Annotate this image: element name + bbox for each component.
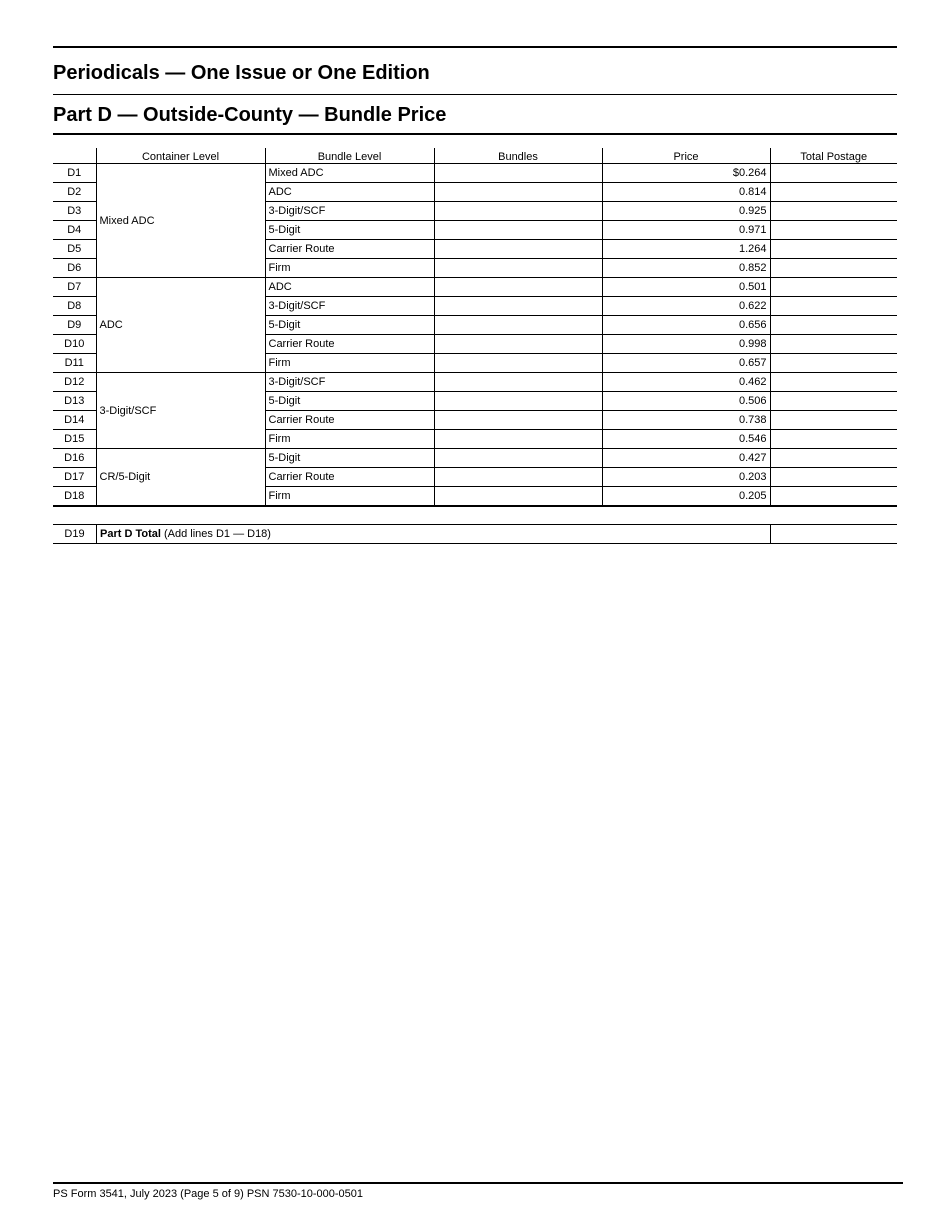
bundles-input-cell[interactable] bbox=[434, 392, 602, 411]
bundle-level-cell: Firm bbox=[265, 487, 434, 507]
price-cell: 0.427 bbox=[602, 449, 770, 468]
bundles-input-cell[interactable] bbox=[434, 430, 602, 449]
price-cell: 0.657 bbox=[602, 354, 770, 373]
bundle-level-cell: 5-Digit bbox=[265, 392, 434, 411]
table-body bbox=[53, 164, 897, 507]
price-cell: 0.998 bbox=[602, 335, 770, 354]
price-cell: 0.501 bbox=[602, 278, 770, 297]
bundle-level-cell: Firm bbox=[265, 259, 434, 278]
bundle-level-cell: ADC bbox=[265, 278, 434, 297]
table-row bbox=[53, 449, 897, 468]
bundle-level-cell: Carrier Route bbox=[265, 240, 434, 259]
line-number: D15 bbox=[53, 430, 96, 449]
part-total-label-bold: Part D Total bbox=[100, 528, 161, 540]
bundle-level-header: Bundle Level bbox=[265, 148, 434, 164]
bundles-input-cell[interactable] bbox=[434, 297, 602, 316]
container-level-cell: ADC bbox=[96, 278, 265, 373]
price-cell: 0.971 bbox=[602, 221, 770, 240]
form-footer: PS Form 3541, July 2023 (Page 5 of 9) PSN 7530-10-000-0501 bbox=[53, 1182, 903, 1200]
part-total-row bbox=[53, 525, 897, 544]
table-row bbox=[53, 278, 897, 297]
bundle-level-cell: Carrier Route bbox=[265, 468, 434, 487]
total-postage-input-cell[interactable] bbox=[770, 202, 897, 221]
bundle-level-cell: Firm bbox=[265, 354, 434, 373]
bundles-input-cell[interactable] bbox=[434, 259, 602, 278]
table-row bbox=[53, 373, 897, 392]
line-number: D17 bbox=[53, 468, 96, 487]
part-total-table bbox=[53, 524, 897, 544]
price-cell: 0.814 bbox=[602, 183, 770, 202]
bundles-input-cell[interactable] bbox=[434, 278, 602, 297]
bundle-level-cell: Carrier Route bbox=[265, 411, 434, 430]
price-cell: 0.925 bbox=[602, 202, 770, 221]
bundles-input-cell[interactable] bbox=[434, 335, 602, 354]
line-number: D9 bbox=[53, 316, 96, 335]
line-number: D8 bbox=[53, 297, 96, 316]
total-postage-input-cell[interactable] bbox=[770, 183, 897, 202]
bundle-level-cell: ADC bbox=[265, 183, 434, 202]
bundle-price-table bbox=[53, 148, 897, 507]
price-header: Price bbox=[602, 148, 770, 164]
table-row bbox=[53, 164, 897, 183]
container-level-cell: CR/5-Digit bbox=[96, 449, 265, 507]
total-postage-input-cell[interactable] bbox=[770, 316, 897, 335]
price-cell: 0.506 bbox=[602, 392, 770, 411]
line-number: D19 bbox=[53, 525, 97, 544]
bundle-level-cell: 3-Digit/SCF bbox=[265, 373, 434, 392]
total-postage-input-cell[interactable] bbox=[770, 240, 897, 259]
line-number: D3 bbox=[53, 202, 96, 221]
bundles-input-cell[interactable] bbox=[434, 487, 602, 507]
line-number: D13 bbox=[53, 392, 96, 411]
price-cell: 1.264 bbox=[602, 240, 770, 259]
container-level-cell: 3-Digit/SCF bbox=[96, 373, 265, 449]
line-number: D12 bbox=[53, 373, 96, 392]
price-cell: 0.203 bbox=[602, 468, 770, 487]
total-postage-input-cell[interactable] bbox=[770, 259, 897, 278]
bundles-input-cell[interactable] bbox=[434, 373, 602, 392]
total-postage-input-cell[interactable] bbox=[770, 468, 897, 487]
price-cell: $0.264 bbox=[602, 164, 770, 183]
bundles-header: Bundles bbox=[434, 148, 602, 164]
line-number: D2 bbox=[53, 183, 96, 202]
section-title: Periodicals — One Issue or One Edition bbox=[53, 62, 430, 84]
part-total-label bbox=[97, 525, 771, 544]
table-header-row bbox=[53, 148, 897, 164]
total-postage-input-cell[interactable] bbox=[770, 297, 897, 316]
part-total-amount-field[interactable] bbox=[771, 525, 898, 544]
bundles-input-cell[interactable] bbox=[434, 449, 602, 468]
line-number: D11 bbox=[53, 354, 96, 373]
total-postage-input-cell[interactable] bbox=[770, 411, 897, 430]
line-number: D18 bbox=[53, 487, 96, 507]
bundles-input-cell[interactable] bbox=[434, 183, 602, 202]
line-number-header bbox=[53, 148, 96, 164]
total-postage-header: Total Postage bbox=[770, 148, 897, 164]
line-number: D4 bbox=[53, 221, 96, 240]
price-cell: 0.462 bbox=[602, 373, 770, 392]
line-number: D16 bbox=[53, 449, 96, 468]
bundle-level-cell: 3-Digit/SCF bbox=[265, 297, 434, 316]
bundle-level-cell: Mixed ADC bbox=[265, 164, 434, 183]
container-level-cell: Mixed ADC bbox=[96, 164, 265, 278]
price-cell: 0.738 bbox=[602, 411, 770, 430]
total-postage-input-cell[interactable] bbox=[770, 335, 897, 354]
bundles-input-cell[interactable] bbox=[434, 240, 602, 259]
total-postage-input-cell[interactable] bbox=[770, 392, 897, 411]
line-number: D1 bbox=[53, 164, 96, 183]
price-cell: 0.205 bbox=[602, 487, 770, 507]
total-postage-input-cell[interactable] bbox=[770, 487, 897, 507]
price-cell: 0.546 bbox=[602, 430, 770, 449]
part-total-label-note: (Add lines D1 — D18) bbox=[160, 528, 271, 540]
price-cell: 0.852 bbox=[602, 259, 770, 278]
bundles-input-cell[interactable] bbox=[434, 221, 602, 240]
bundles-input-cell[interactable] bbox=[434, 164, 602, 183]
bundle-level-cell: Carrier Route bbox=[265, 335, 434, 354]
line-number: D6 bbox=[53, 259, 96, 278]
price-cell: 0.622 bbox=[602, 297, 770, 316]
total-postage-input-cell[interactable] bbox=[770, 278, 897, 297]
line-number: D14 bbox=[53, 411, 96, 430]
form-page bbox=[53, 46, 897, 544]
total-postage-input-cell[interactable] bbox=[770, 373, 897, 392]
total-postage-input-cell[interactable] bbox=[770, 354, 897, 373]
bundle-level-cell: Firm bbox=[265, 430, 434, 449]
total-postage-input-cell[interactable] bbox=[770, 221, 897, 240]
bundles-input-cell[interactable] bbox=[434, 202, 602, 221]
total-postage-input-cell[interactable] bbox=[770, 164, 897, 183]
part-title: Part D — Outside-County — Bundle Price bbox=[53, 104, 447, 126]
bundle-level-cell: 5-Digit bbox=[265, 316, 434, 335]
bundles-input-cell[interactable] bbox=[434, 354, 602, 373]
bundle-level-cell: 3-Digit/SCF bbox=[265, 202, 434, 221]
container-level-header: Container Level bbox=[96, 148, 265, 164]
bundles-input-cell[interactable] bbox=[434, 468, 602, 487]
line-number: D5 bbox=[53, 240, 96, 259]
total-postage-input-cell[interactable] bbox=[770, 430, 897, 449]
part-rule bbox=[53, 133, 897, 135]
line-number: D10 bbox=[53, 335, 96, 354]
bundle-level-cell: 5-Digit bbox=[265, 221, 434, 240]
bundles-input-cell[interactable] bbox=[434, 316, 602, 335]
bundles-input-cell[interactable] bbox=[434, 411, 602, 430]
total-postage-input-cell[interactable] bbox=[770, 449, 897, 468]
price-cell: 0.656 bbox=[602, 316, 770, 335]
bundle-level-cell: 5-Digit bbox=[265, 449, 434, 468]
line-number: D7 bbox=[53, 278, 96, 297]
